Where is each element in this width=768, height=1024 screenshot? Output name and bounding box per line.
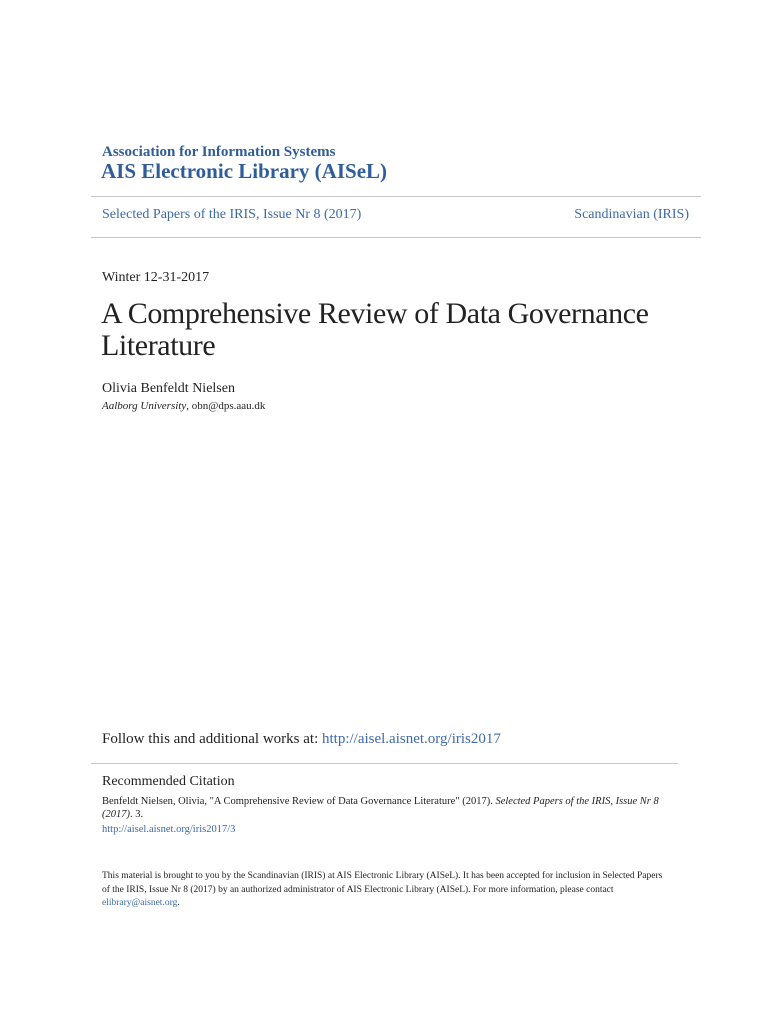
citation-italic: Selected Papers of the IRIS, Issue Nr 8 (2017) [102, 796, 659, 820]
affiliation-separator: , [186, 400, 192, 412]
follow-text: Follow this and additional works at: [102, 731, 322, 747]
follow-line [102, 731, 501, 748]
notice-end: . [177, 898, 180, 908]
citation-url-link[interactable]: http://aisel.aisnet.org/iris2017/3 [102, 824, 236, 835]
divider-citation [91, 763, 678, 764]
follow-url-link[interactable]: http://aisel.aisnet.org/iris2017 [321, 731, 501, 747]
association-name[interactable]: Association for Information Systems [102, 144, 336, 160]
author-affiliation [102, 400, 265, 412]
affiliation-name: Aalborg University [102, 400, 187, 412]
publication-date: Winter 12-31-2017 [102, 270, 210, 285]
paper-title: A Comprehensive Review of Data Governance Literature [101, 297, 649, 362]
series-link[interactable]: Selected Papers of the IRIS, Issue Nr 8 (2017) [102, 207, 362, 222]
citation-text [102, 795, 662, 821]
divider-top [91, 196, 701, 197]
citation-plain: Benfeldt Nielsen, Olivia, "A Comprehensive Review of Data Governance Literature" (2017). [102, 796, 496, 807]
author-name: Olivia Benfeldt Nielsen [102, 381, 235, 396]
library-name[interactable]: AIS Electronic Library (AISeL) [101, 159, 388, 183]
notice-text [102, 870, 667, 911]
contact-email-link[interactable]: elibrary@aisnet.org [102, 898, 178, 908]
divider-middle [91, 237, 701, 238]
citation-end: . 3. [130, 809, 144, 820]
notice-body: This material is brought to you by the Scandinavian (IRIS) at AIS Electronic Library (AISeL). It has been accepted for inclusion in Selected Papers of the IRIS, Issue Nr 8 (2017) by an authorized administrator of AIS Electronic Library (AISeL). For more information, please contact [102, 871, 663, 895]
citation-heading: Recommended Citation [102, 774, 235, 789]
collection-link[interactable]: Scandinavian (IRIS) [574, 207, 689, 222]
author-email: obn@dps.aau.dk [191, 400, 266, 412]
